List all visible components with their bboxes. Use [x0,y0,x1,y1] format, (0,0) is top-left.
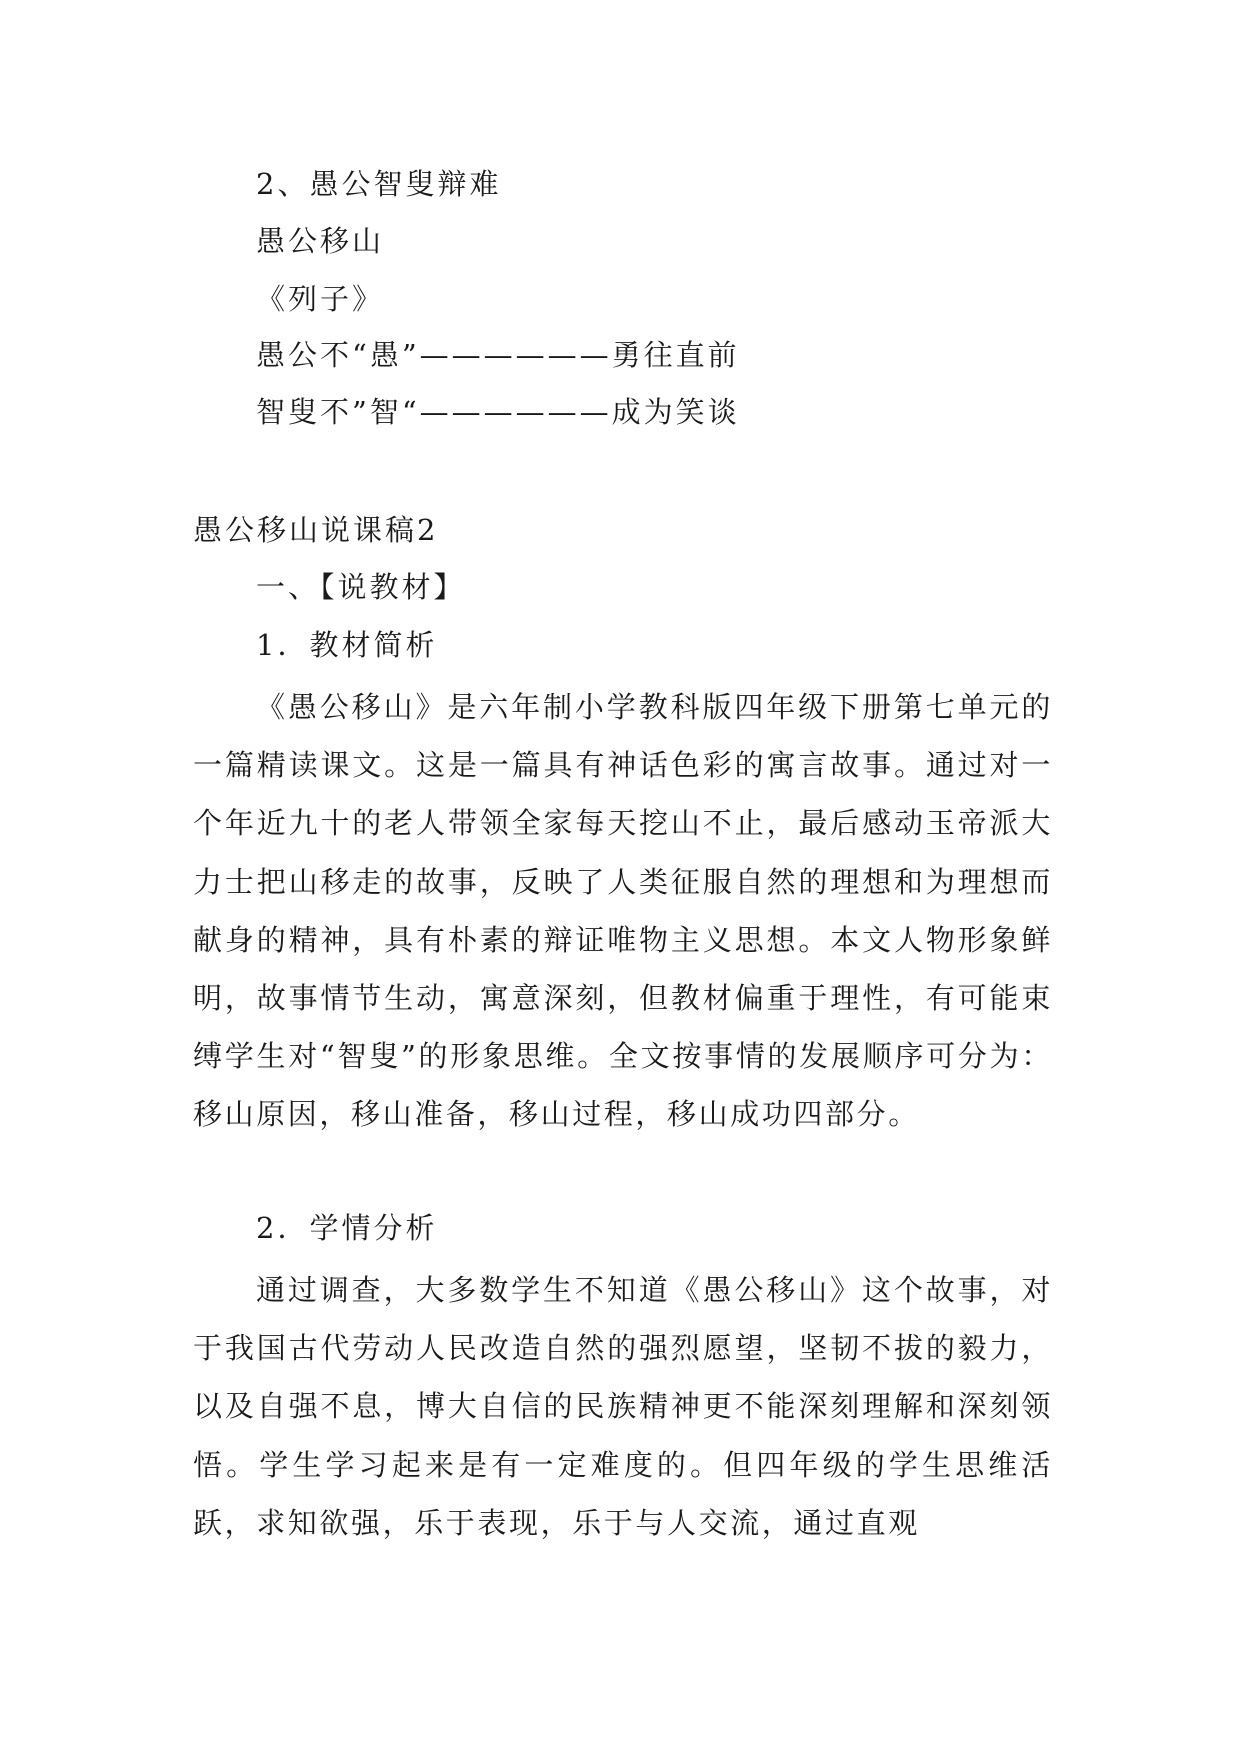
contrast-line-yugong: 愚公不“愚”——————勇往直前 [256,338,740,372]
document-title: 愚公移山说课稿2 [193,513,439,547]
paragraph-student-analysis: 通过调查，大多数学生不知道《愚公移山》这个故事，对于我国古代劳动人民改造自然的强烈愿望，坚韧不拔的毅力，以及自强不息，博大自信的民族精神更不能深刻理解和深刻领悟。学生学习起来是有一定难度的。但四年级的学生思维活跃，求知欲强，乐于表现，乐于与人交流，通过直观 [193,1273,1053,1540]
subheading-student-analysis: 2．学情分析 [256,1211,438,1245]
part-heading-textbook: 一、【说教材】 [256,570,466,604]
lesson-source: 《列子》 [256,282,385,316]
lesson-title: 愚公移山 [256,224,385,258]
contrast-line-zhisou: 智叟不”智“——————成为笑谈 [256,395,740,429]
paragraph-textbook-analysis: 《愚公移山》是六年制小学教科版四年级下册第七单元的一篇精读课文。这是一篇具有神话色彩的寓言故事。通过对一个年近九十的老人带领全家每天挖山不止，最后感动玉帝派大力士把山移走的故事，反映了人类征服自然的理想和为理想而献身的精神，具有朴素的辩证唯物主义思想。本文人物形象鲜明，故事情节生动，寓意深刻，但教材偏重于理性，有可能束缚学生对“智叟”的形象思维。全文按事情的发展顺序可分为：移山原因，移山准备，移山过程，移山成功四部分。 [193,690,1053,1132]
subheading-textbook-analysis: 1．教材简析 [256,628,438,662]
section-heading-debate: 2、愚公智叟辩难 [256,167,502,201]
